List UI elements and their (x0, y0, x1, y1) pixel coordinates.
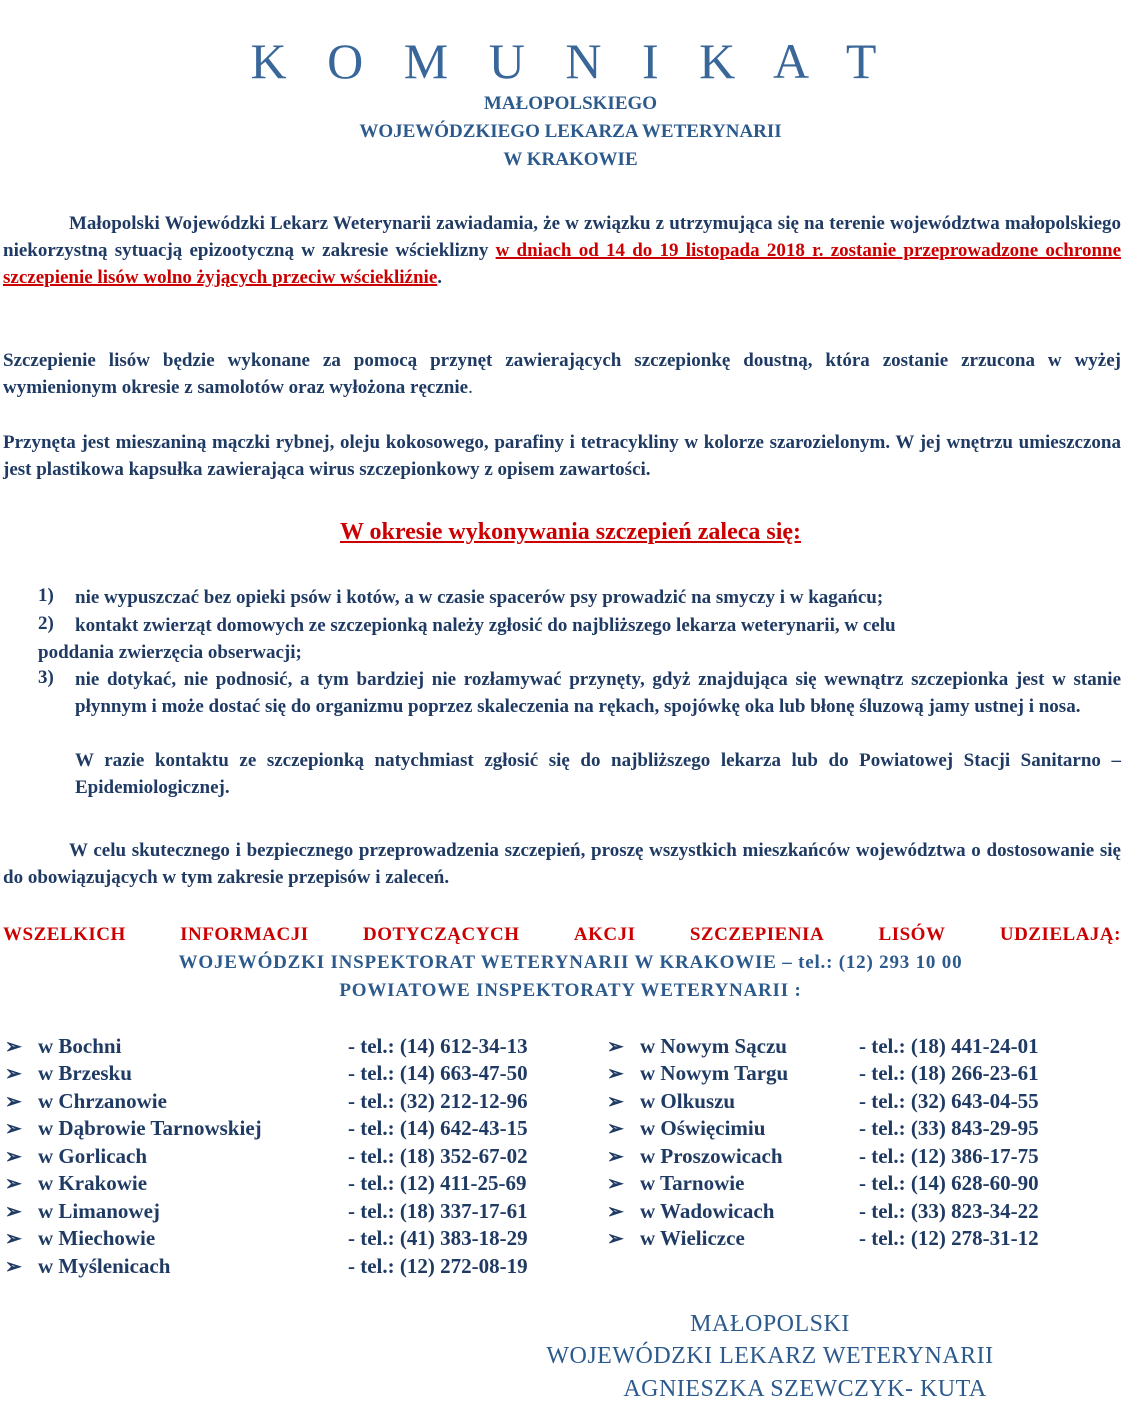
arrow-bullet-icon: ➢ (607, 1091, 624, 1113)
office-row (607, 1034, 1077, 1061)
office-place: w Chrzanowie (38, 1089, 167, 1113)
office-phone: - tel.: (12) 386-17-75 (859, 1144, 1039, 1168)
arrow-bullet-icon: ➢ (5, 1091, 22, 1113)
office-place: w Krakowie (38, 1171, 148, 1195)
recommendation-3-note: W razie kontaktu ze szczepionką natychmiast zgłosić się do najbliższego lekarza lub do Powiatowej Stacji Sanitarno – Epidemiologicznej. (75, 750, 1121, 798)
arrow-bullet-icon: ➢ (5, 1173, 22, 1195)
arrow-bullet-icon: ➢ (607, 1173, 624, 1195)
contact-heading-word: INFORMACJI (180, 924, 309, 945)
office-place: w Wadowicach (640, 1199, 775, 1223)
office-phone: - tel.: (14) 628-60-90 (859, 1171, 1039, 1195)
bait-description-end: . (468, 377, 473, 398)
office-phone: - tel.: (18) 266-23-61 (859, 1061, 1039, 1085)
office-phone: - tel.: (12) 411-25-69 (348, 1171, 527, 1195)
office-row (5, 1089, 565, 1116)
office-phone: - tel.: (14) 612-34-13 (348, 1034, 528, 1058)
office-place: w Gorlicach (38, 1144, 148, 1168)
office-place: w Dąbrowie Tarnowskiej (38, 1116, 262, 1140)
arrow-bullet-icon: ➢ (5, 1146, 22, 1168)
office-place: w Bochni (38, 1034, 122, 1058)
closing-text: W celu skutecznego i bezpiecznego przeprowadzenia szczepień, proszę wszystkich mieszkańców województwa o dostosowanie się do obowiązujących w tym zakresie przepisów i zaleceń. (3, 840, 1121, 888)
intro-end: . (437, 267, 443, 288)
office-place: w Myślenicach (38, 1254, 171, 1278)
recommendation-number-1: 1) (38, 585, 54, 606)
arrow-bullet-icon: ➢ (5, 1063, 22, 1085)
office-row (5, 1171, 565, 1198)
arrow-bullet-icon: ➢ (607, 1063, 624, 1085)
contact-heading-word: AKCJI (573, 924, 636, 945)
office-phone: - tel.: (41) 383-18-29 (348, 1226, 528, 1250)
office-place: w Limanowej (38, 1199, 160, 1223)
arrow-bullet-icon: ➢ (607, 1228, 624, 1250)
office-row (607, 1061, 1077, 1088)
arrow-bullet-icon: ➢ (5, 1228, 22, 1250)
arrow-bullet-icon: ➢ (5, 1201, 22, 1223)
office-phone: - tel.: (32) 212-12-96 (348, 1089, 528, 1113)
office-row (5, 1144, 565, 1171)
office-phone: - tel.: (14) 642-43-15 (348, 1116, 528, 1140)
arrow-bullet-icon: ➢ (607, 1146, 624, 1168)
arrow-bullet-icon: ➢ (607, 1036, 624, 1058)
office-place: w Olkuszu (640, 1089, 736, 1113)
office-row (607, 1089, 1077, 1116)
subtitle-line-1: MAŁOPOLSKIEGO (483, 93, 658, 114)
arrow-bullet-icon: ➢ (607, 1201, 624, 1223)
office-place: w Proszowicach (640, 1144, 783, 1168)
contact-heading-word: LISÓW (878, 924, 946, 945)
regional-inspectorate-line: WOJEWÓDZKI INSPEKTORAT WETERYNARII W KRAKOWIE – tel.: (12) 293 10 00 (178, 952, 963, 973)
recommendation-number-3: 3) (38, 667, 54, 688)
subtitle-line-3: W KRAKOWIE (503, 149, 638, 170)
intro-highlight: w dniach od 14 do 19 listopada 2018 r. zostanie przeprowadzone ochronne szczepienie lisów wolno żyjących przeciw wściekliźnie (3, 240, 1122, 288)
bait-composition-paragraph: Przynęta jest mieszaniną mączki rybnej, oleju kokosowego, parafiny i tetracykliny w kolorze szarozielonym. W jej wnętrzu umieszczona jest plastikowa kapsułka zawierająca wirus szczepionkowy z opisem zawartości. (3, 432, 1121, 480)
office-row (607, 1116, 1077, 1143)
closing-paragraph (3, 837, 1121, 891)
recommendations-heading: W okresie wykonywania szczepień zaleca się: (339, 519, 802, 545)
office-place: w Nowym Targu (640, 1061, 789, 1085)
intro-text: Małopolski Wojewódzki Lekarz Weterynarii zawiadamia, że w związku z utrzymująca się na terenie województwa małopolskiego niekorzystną sytuacją epizootyczną w zakresie wścieklizny (3, 213, 1121, 261)
office-row (5, 1226, 565, 1253)
recommendation-1: nie wypuszczać bez opieki psów i kotów, a w czasie spacerów psy prowadzić na smyczy i w kagańcu; (75, 587, 884, 608)
office-place: w Oświęcimiu (640, 1116, 766, 1140)
office-row (607, 1226, 1077, 1253)
district-inspectorates-heading: POWIATOWE INSPEKTORATY WETERYNARII : (339, 980, 802, 1001)
recommendation-3: nie dotykać, nie podnosić, a tym bardziej nie rozłamywać przynęty, gdyż znajdująca się wewnątrz szczepionka jest w stanie płynnym i może dostać się do organizmu poprzez skaleczenia na rękach, spojówkę oka lub błonę śluzową jamy ustnej i nosa. (75, 669, 1121, 717)
arrow-bullet-icon: ➢ (5, 1118, 22, 1140)
signature-line-1: MAŁOPOLSKI (690, 1311, 850, 1337)
office-phone: - tel.: (18) 441-24-01 (859, 1034, 1039, 1058)
arrow-bullet-icon: ➢ (5, 1256, 22, 1278)
contact-heading-word: WSZELKICH (3, 924, 126, 945)
office-phone: - tel.: (33) 823-34-22 (859, 1199, 1039, 1223)
office-place: w Nowym Sączu (640, 1034, 787, 1058)
arrow-bullet-icon: ➢ (5, 1036, 22, 1058)
office-row (5, 1254, 565, 1281)
office-phone: - tel.: (12) 272-08-19 (348, 1254, 528, 1278)
office-phone: - tel.: (18) 337-17-61 (348, 1199, 528, 1223)
office-place: w Tarnowie (640, 1171, 745, 1195)
office-place: w Wieliczce (640, 1226, 745, 1250)
office-row (5, 1199, 565, 1226)
arrow-bullet-icon: ➢ (607, 1118, 624, 1140)
office-row (607, 1171, 1077, 1198)
office-place: w Miechowie (38, 1226, 156, 1250)
recommendation-2-continued: poddania zwierzęcia obserwacji; (38, 642, 302, 663)
office-row (5, 1061, 565, 1088)
document-title: K O M U N I K A T (250, 33, 891, 89)
subtitle-line-2: WOJEWÓDZKIEGO LEKARZA WETERYNARII (359, 121, 782, 142)
contact-heading (3, 924, 1121, 946)
recommendation-2: kontakt zwierząt domowych ze szczepionką należy zgłosić do najbliższego lekarza weterynarii, w celu (75, 615, 896, 636)
intro-paragraph (3, 210, 1121, 291)
recommendation-number-2: 2) (38, 613, 54, 634)
office-row (607, 1144, 1077, 1171)
signature-line-3: AGNIESZKA SZEWCZYK- KUTA (623, 1376, 987, 1402)
office-phone: - tel.: (33) 843-29-95 (859, 1116, 1039, 1140)
office-row (5, 1034, 565, 1061)
contact-heading-word: DOTYCZĄCYCH (363, 924, 520, 945)
office-phone: - tel.: (18) 352-67-02 (348, 1144, 528, 1168)
office-phone: - tel.: (14) 663-47-50 (348, 1061, 528, 1085)
office-phone: - tel.: (12) 278-31-12 (859, 1226, 1039, 1250)
office-row (607, 1199, 1077, 1226)
office-phone: - tel.: (32) 643-04-55 (859, 1089, 1039, 1113)
signature-line-2: WOJEWÓDZKI LEKARZ WETERYNARII (546, 1343, 994, 1369)
contact-heading-word: UDZIELAJĄ: (999, 924, 1121, 945)
contact-heading-word: SZCZEPIENIA (689, 924, 825, 945)
bait-description-text: Szczepienie lisów będzie wykonane za pomocą przynęt zawierających szczepionkę doustną, która zostanie zrzucona w wyżej wymienionym okresie z samolotów oraz wyłożona ręcznie (3, 350, 1121, 398)
office-place: w Brzesku (38, 1061, 132, 1085)
office-row (5, 1116, 565, 1143)
bait-description-paragraph (3, 347, 1121, 401)
